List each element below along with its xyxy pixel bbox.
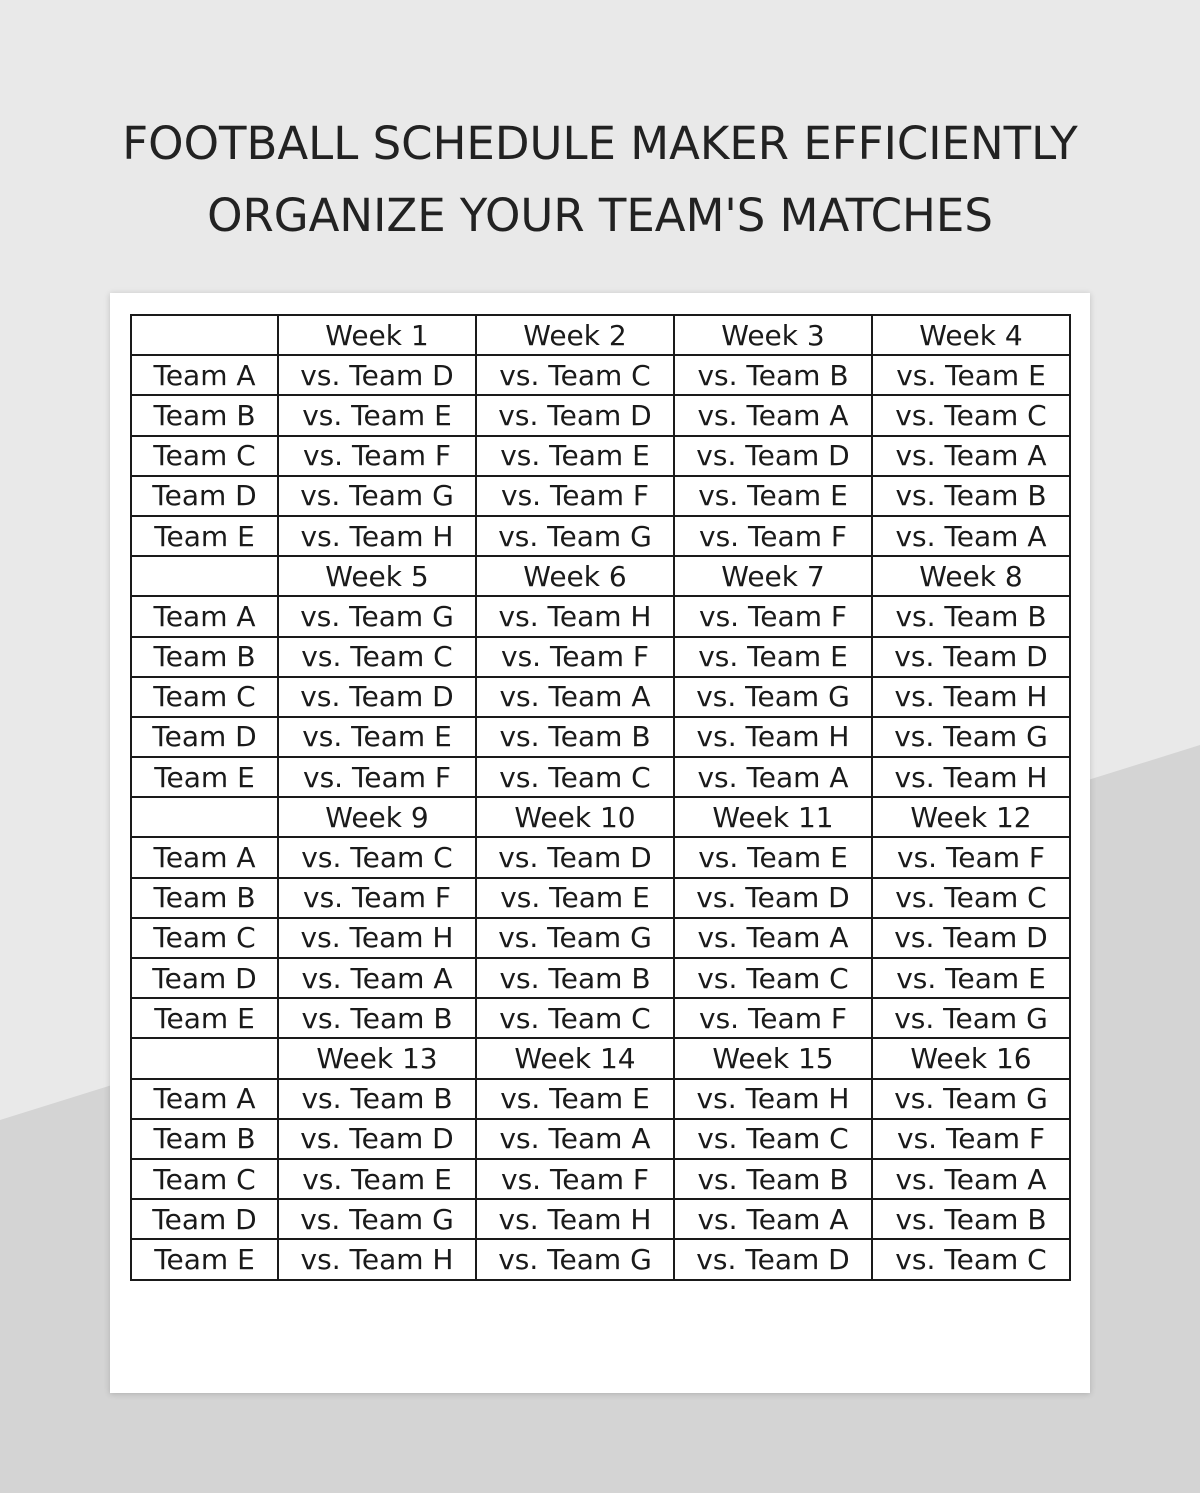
team-name-cell: Team B [131, 637, 278, 677]
week-header-cell: Week 15 [674, 1038, 872, 1078]
match-cell: vs. Team A [674, 395, 872, 435]
match-cell: vs. Team E [476, 878, 674, 918]
table-row [131, 878, 1070, 918]
match-cell: vs. Team H [278, 918, 476, 958]
match-cell: vs. Team G [674, 677, 872, 717]
week-header-cell: Week 2 [476, 315, 674, 355]
match-cell: vs. Team D [674, 436, 872, 476]
match-cell: vs. Team F [674, 516, 872, 556]
match-cell: vs. Team H [872, 677, 1070, 717]
table-row [131, 1119, 1070, 1159]
corner-cell [131, 1038, 278, 1078]
table-row [131, 476, 1070, 516]
match-cell: vs. Team B [872, 476, 1070, 516]
match-cell: vs. Team G [872, 998, 1070, 1038]
match-cell: vs. Team D [278, 1119, 476, 1159]
match-cell: vs. Team H [278, 516, 476, 556]
match-cell: vs. Team C [674, 958, 872, 998]
team-name-cell: Team D [131, 476, 278, 516]
week-header-cell: Week 10 [476, 797, 674, 837]
match-cell: vs. Team E [872, 355, 1070, 395]
table-row [131, 677, 1070, 717]
match-cell: vs. Team G [872, 717, 1070, 757]
match-cell: vs. Team F [278, 436, 476, 476]
match-cell: vs. Team B [476, 958, 674, 998]
match-cell: vs. Team F [476, 476, 674, 516]
team-name-cell: Team A [131, 596, 278, 636]
match-cell: vs. Team C [872, 878, 1070, 918]
match-cell: vs. Team D [278, 677, 476, 717]
match-cell: vs. Team G [278, 476, 476, 516]
team-name-cell: Team E [131, 516, 278, 556]
match-cell: vs. Team C [872, 395, 1070, 435]
match-cell: vs. Team A [476, 677, 674, 717]
table-row [131, 717, 1070, 757]
match-cell: vs. Team E [872, 958, 1070, 998]
table-row [131, 1159, 1070, 1199]
week-header-cell: Week 3 [674, 315, 872, 355]
table-row [131, 958, 1070, 998]
match-cell: vs. Team F [674, 596, 872, 636]
match-cell: vs. Team E [476, 436, 674, 476]
team-name-cell: Team D [131, 1199, 278, 1239]
match-cell: vs. Team B [674, 1159, 872, 1199]
table-row [131, 757, 1070, 797]
schedule-sheet [110, 293, 1090, 1393]
match-cell: vs. Team B [278, 998, 476, 1038]
match-cell: vs. Team E [674, 837, 872, 877]
table-row [131, 516, 1070, 556]
match-cell: vs. Team H [872, 757, 1070, 797]
match-cell: vs. Team C [476, 757, 674, 797]
match-cell: vs. Team A [872, 1159, 1070, 1199]
week-header-row [131, 797, 1070, 837]
week-header-cell: Week 6 [476, 556, 674, 596]
match-cell: vs. Team D [278, 355, 476, 395]
team-name-cell: Team E [131, 757, 278, 797]
match-cell: vs. Team B [278, 1079, 476, 1119]
match-cell: vs. Team H [674, 717, 872, 757]
match-cell: vs. Team F [278, 878, 476, 918]
match-cell: vs. Team A [476, 1119, 674, 1159]
team-name-cell: Team C [131, 436, 278, 476]
team-name-cell: Team C [131, 918, 278, 958]
match-cell: vs. Team E [476, 1079, 674, 1119]
week-header-cell: Week 13 [278, 1038, 476, 1078]
team-name-cell: Team A [131, 837, 278, 877]
table-row [131, 837, 1070, 877]
match-cell: vs. Team C [476, 998, 674, 1038]
team-name-cell: Team B [131, 878, 278, 918]
match-cell: vs. Team F [476, 637, 674, 677]
match-cell: vs. Team D [674, 878, 872, 918]
match-cell: vs. Team E [674, 476, 872, 516]
table-row [131, 596, 1070, 636]
match-cell: vs. Team E [278, 395, 476, 435]
match-cell: vs. Team H [476, 596, 674, 636]
page-title-line: FOOTBALL SCHEDULE MAKER EFFICIENTLY [122, 117, 1078, 170]
match-cell: vs. Team B [872, 1199, 1070, 1239]
page-title [0, 108, 1200, 252]
corner-cell [131, 797, 278, 837]
match-cell: vs. Team F [674, 998, 872, 1038]
match-cell: vs. Team F [476, 1159, 674, 1199]
team-name-cell: Team B [131, 1119, 278, 1159]
week-header-row [131, 556, 1070, 596]
match-cell: vs. Team D [872, 637, 1070, 677]
table-row [131, 395, 1070, 435]
table-row [131, 918, 1070, 958]
week-header-cell: Week 7 [674, 556, 872, 596]
match-cell: vs. Team C [278, 837, 476, 877]
match-cell: vs. Team H [476, 1199, 674, 1239]
match-cell: vs. Team A [872, 436, 1070, 476]
week-header-row [131, 1038, 1070, 1078]
team-name-cell: Team C [131, 677, 278, 717]
match-cell: vs. Team H [674, 1079, 872, 1119]
table-row [131, 637, 1070, 677]
match-cell: vs. Team H [278, 1239, 476, 1279]
team-name-cell: Team A [131, 355, 278, 395]
match-cell: vs. Team C [278, 637, 476, 677]
match-cell: vs. Team C [674, 1119, 872, 1159]
page-title-line: ORGANIZE YOUR TEAM'S MATCHES [207, 189, 993, 242]
team-name-cell: Team D [131, 717, 278, 757]
match-cell: vs. Team D [872, 918, 1070, 958]
match-cell: vs. Team D [476, 837, 674, 877]
team-name-cell: Team A [131, 1079, 278, 1119]
match-cell: vs. Team A [674, 918, 872, 958]
match-cell: vs. Team A [278, 958, 476, 998]
match-cell: vs. Team G [476, 516, 674, 556]
match-cell: vs. Team E [278, 1159, 476, 1199]
week-header-cell: Week 12 [872, 797, 1070, 837]
week-header-cell: Week 11 [674, 797, 872, 837]
match-cell: vs. Team E [674, 637, 872, 677]
table-row [131, 1079, 1070, 1119]
week-header-cell: Week 14 [476, 1038, 674, 1078]
week-header-cell: Week 4 [872, 315, 1070, 355]
match-cell: vs. Team A [872, 516, 1070, 556]
table-row [131, 436, 1070, 476]
match-cell: vs. Team G [476, 918, 674, 958]
week-header-cell: Week 9 [278, 797, 476, 837]
match-cell: vs. Team G [278, 596, 476, 636]
match-cell: vs. Team B [476, 717, 674, 757]
match-cell: vs. Team E [278, 717, 476, 757]
match-cell: vs. Team C [476, 355, 674, 395]
match-cell: vs. Team F [872, 837, 1070, 877]
corner-cell [131, 556, 278, 596]
match-cell: vs. Team A [674, 1199, 872, 1239]
week-header-cell: Week 1 [278, 315, 476, 355]
match-cell: vs. Team G [476, 1239, 674, 1279]
week-header-cell: Week 16 [872, 1038, 1070, 1078]
week-header-cell: Week 8 [872, 556, 1070, 596]
table-row [131, 1239, 1070, 1279]
team-name-cell: Team E [131, 1239, 278, 1279]
table-row [131, 998, 1070, 1038]
match-cell: vs. Team B [872, 596, 1070, 636]
match-cell: vs. Team B [674, 355, 872, 395]
week-header-row [131, 315, 1070, 355]
schedule-body [131, 315, 1070, 1280]
match-cell: vs. Team G [872, 1079, 1070, 1119]
week-header-cell: Week 5 [278, 556, 476, 596]
match-cell: vs. Team D [674, 1239, 872, 1279]
match-cell: vs. Team G [278, 1199, 476, 1239]
table-row [131, 1199, 1070, 1239]
match-cell: vs. Team C [872, 1239, 1070, 1279]
match-cell: vs. Team D [476, 395, 674, 435]
team-name-cell: Team E [131, 998, 278, 1038]
match-cell: vs. Team A [674, 757, 872, 797]
team-name-cell: Team D [131, 958, 278, 998]
match-cell: vs. Team F [278, 757, 476, 797]
team-name-cell: Team B [131, 395, 278, 435]
table-row [131, 355, 1070, 395]
schedule-table [130, 314, 1071, 1281]
team-name-cell: Team C [131, 1159, 278, 1199]
corner-cell [131, 315, 278, 355]
match-cell: vs. Team F [872, 1119, 1070, 1159]
